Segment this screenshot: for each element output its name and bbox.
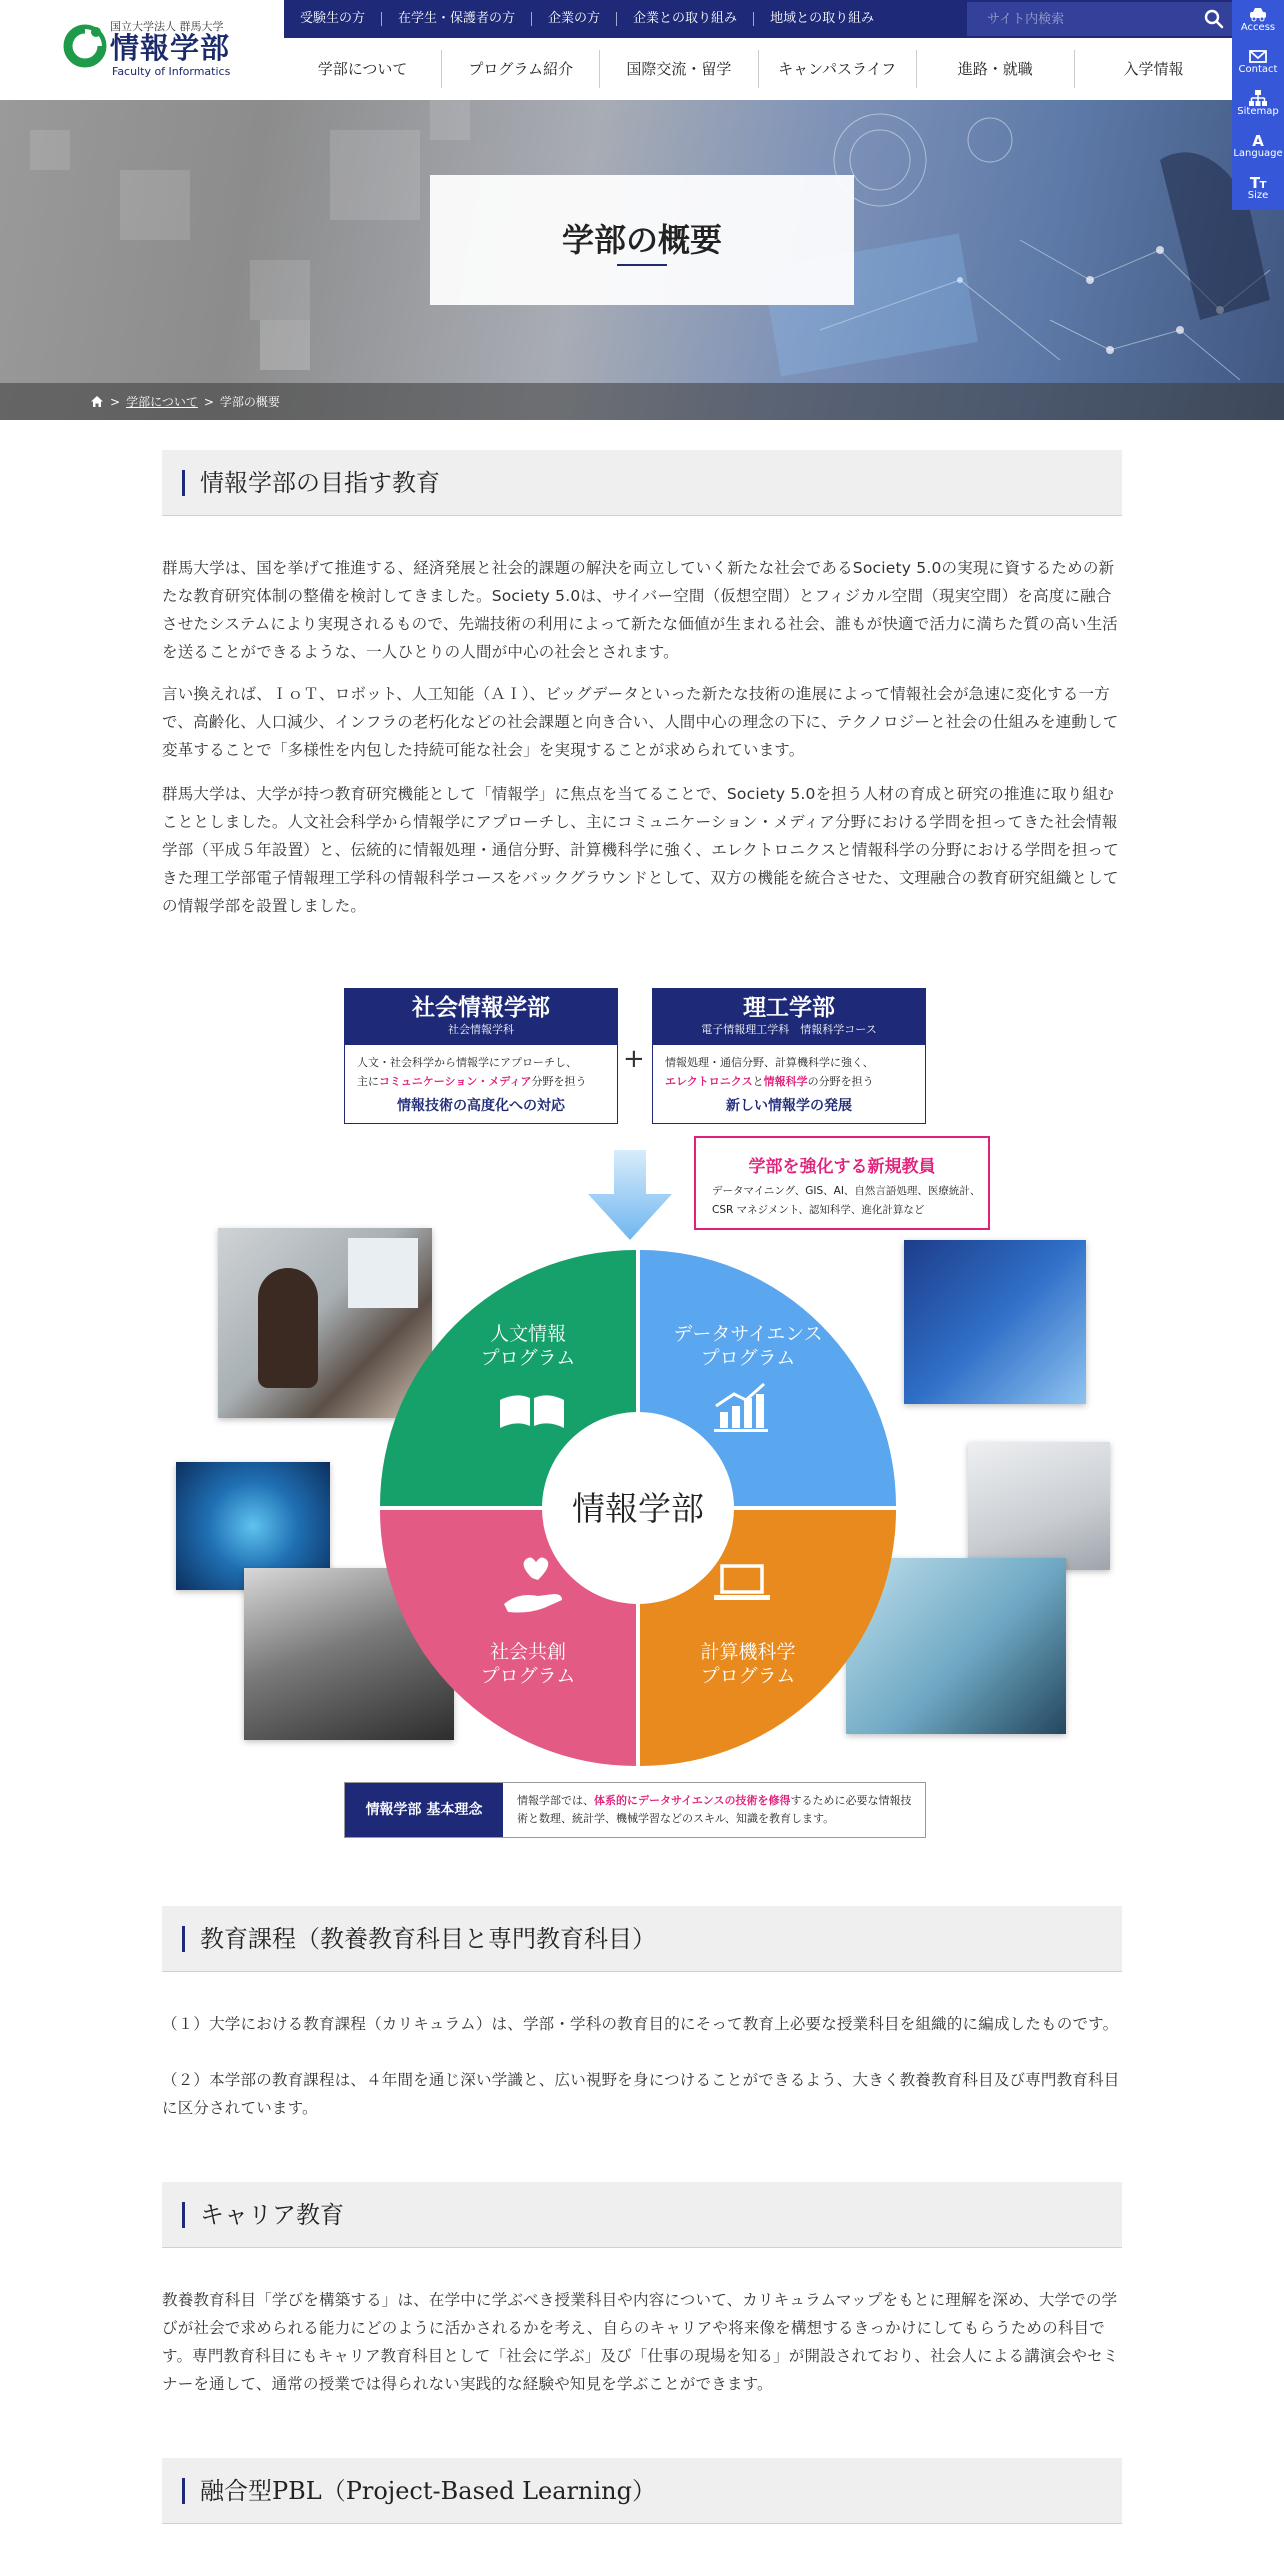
hero-decor xyxy=(260,320,310,370)
wheel-center-label: 情報学部 xyxy=(572,1489,704,1528)
car-icon xyxy=(1248,6,1268,22)
logo-english-name: Faculty of Informatics xyxy=(112,65,231,78)
program-label: データサイエンス xyxy=(673,1323,823,1345)
site-search xyxy=(967,2,1232,36)
photo-detail xyxy=(258,1268,318,1388)
sitemap-button[interactable] xyxy=(1232,84,1284,126)
link-community-collaboration[interactable]: 地域との取り組み xyxy=(753,12,890,26)
program-label: 人文情報 xyxy=(489,1323,566,1345)
paragraph: 教養教育科目「学びを構築する」は、在学中に学ぶべき授業科目や内容について、カリキュラムマップをもとに理解を深め、大学での学びが社会で求められる能力にどのように活かされるかを考え、自らのキャリアや将来像を構想するきっかけにしてもらうための科目です。専門教育科目にもキャリア教育科目として「社会に学ぶ」及び「仕事の現場を知る」が開設されており、社会人による講演会やセミナーを通して、通常の授業では得られない実践的な経験や知見を学ぶことができます。 xyxy=(162,2291,1119,2393)
former-dept-social-informatics xyxy=(344,988,618,1124)
nav-admissions[interactable]: 入学情報 xyxy=(1074,50,1232,88)
dept-sub: 電子情報理工学科 情報科学コース xyxy=(701,1023,877,1036)
plus-symbol: + xyxy=(623,1044,645,1074)
philosophy-label: 情報学部 基本理念 xyxy=(345,1783,503,1837)
breadcrumb-about-faculty[interactable]: 学部について xyxy=(126,395,198,409)
new-faculty-callout xyxy=(694,1136,990,1230)
side-toolbar xyxy=(1232,0,1284,210)
nav-campus-life[interactable]: キャンパスライフ xyxy=(758,50,916,88)
page-title: 学部の概要 xyxy=(561,221,722,259)
sitemap-icon xyxy=(1248,90,1268,106)
highlight: エレクトロニクス xyxy=(665,1075,753,1088)
logo-faculty-name: 情報学部 xyxy=(110,31,231,65)
paragraph: 言い換えれば、ＩｏＴ、ロボット、人工知能（ＡＩ）、ビッグデータといった新たな技術の進展によって情報社会が急速に変化する一方で、高齢化、人口減少、インフラの老朽化などの社会課題と向き合い、人間中心の理念の下に、テクノロジーと社会の仕組みを連動して変革することで「多様性を内包した持続可能な社会」を実現することが求められています。 xyxy=(162,685,1119,759)
text: 主に xyxy=(357,1075,379,1088)
dept-description xyxy=(665,1053,917,1091)
program-label: プログラム xyxy=(480,1347,576,1369)
hero-title-box xyxy=(430,175,854,305)
text-size-icon xyxy=(1248,174,1268,190)
dept-desc-line: 人文・社会科学から情報学にアプローチし、 xyxy=(357,1056,577,1069)
arrow-down-icon xyxy=(588,1150,672,1240)
site-header xyxy=(0,0,1284,100)
program-label: 計算機科学 xyxy=(700,1641,796,1663)
program-label: プログラム xyxy=(700,1347,796,1369)
dept-name: 理工学部 xyxy=(743,994,835,1021)
former-dept-science-engineering xyxy=(652,988,926,1124)
philosophy-text xyxy=(517,1792,917,1828)
basic-philosophy-box xyxy=(344,1782,926,1838)
hero-decor xyxy=(30,130,70,170)
search-icon[interactable] xyxy=(1202,7,1226,31)
svg-text:A: A xyxy=(1252,132,1264,148)
size-label: Size xyxy=(1247,190,1269,201)
text: 情報学部では、 xyxy=(517,1794,594,1807)
svg-text:T: T xyxy=(1259,180,1267,190)
hero-decor xyxy=(250,260,310,320)
faculty-structure-diagram xyxy=(160,978,1124,1848)
main-navigation xyxy=(284,50,1232,88)
paragraph: （２）本学部の教育課程は、４年間を通じ深い学識と、広い視野を身につけることができるよう、大きく教養教育科目及び専門教育科目に区分されています。 xyxy=(162,2071,1120,2117)
svg-text:T: T xyxy=(1249,174,1261,190)
program-social-co-creation[interactable] xyxy=(438,1640,618,1688)
utility-bar xyxy=(284,0,1232,38)
heading-accent-bar xyxy=(182,1926,185,1952)
dept-desc-line: 情報処理・通信分野、計算機科学に強く、 xyxy=(665,1056,874,1069)
breadcrumb xyxy=(0,383,1284,420)
breadcrumb-separator-icon: > xyxy=(110,394,121,409)
dept-desc-line xyxy=(357,1072,609,1091)
highlight: コミュニケーション・メディア xyxy=(379,1075,532,1088)
contact-button[interactable] xyxy=(1232,42,1284,84)
hero-decor xyxy=(330,130,420,220)
link-companies[interactable]: 企業の方 xyxy=(531,12,616,26)
dept-sub: 社会情報学科 xyxy=(448,1023,514,1036)
paragraph: （１）大学における教育課程（カリキュラム）は、学部・学科の教育目的にそって教育上必要な授業科目を組織的に編成したものです。 xyxy=(162,2015,1119,2033)
language-button[interactable] xyxy=(1232,126,1284,168)
link-industry-collaboration[interactable]: 企業との取り組み xyxy=(616,12,753,26)
access-label: Access xyxy=(1240,22,1276,33)
callout-line: CSR マネジメント、認知科学、進化計算など xyxy=(712,1204,925,1216)
title-underline xyxy=(617,264,667,266)
callout-title: 学部を強化する新規教員 xyxy=(748,1157,936,1177)
text: するために必要な情報技術と数理、統計学、機械学習などのスキル、知識を教育します。 xyxy=(517,1794,912,1825)
highlight: 情報科学 xyxy=(763,1075,808,1088)
dept-desc-line xyxy=(665,1072,917,1091)
text: と xyxy=(752,1075,764,1088)
language-icon xyxy=(1248,132,1268,148)
program-label: 社会共創 xyxy=(489,1641,566,1663)
paragraph: 群馬大学は、大学が持つ教育研究機能として「情報学」に焦点を当てることで、Society 5.0を担う人材の育成と研究の推進に取り組むこととしました。人文社会科学から情報学にアプローチし、主にコミュニケーション・メディア分野における学問を担ってきた社会情報学部（平成５年設置）と、伝統的に情報処理・通信分野、計算機科学に強く、エレクトロニクスと情報科学の分野における学問を担ってきた理工学部電子情報理工学科の情報科学コースをバックグラウンドとして、双方の機能を統合させた、文理融合の教育研究組織としての情報学部を設置しました。 xyxy=(162,785,1119,915)
site-logo[interactable] xyxy=(62,14,232,76)
dept-focus: 情報技術の高度化への対応 xyxy=(397,1098,565,1114)
search-input[interactable] xyxy=(967,2,1189,36)
link-prospective-students[interactable]: 受験生の方 xyxy=(300,11,366,26)
access-button[interactable] xyxy=(1232,0,1284,42)
language-label: Language xyxy=(1233,148,1283,159)
nav-programs[interactable]: プログラム紹介 xyxy=(441,50,599,88)
photo-digital-keyboard xyxy=(904,1240,1086,1404)
mail-icon xyxy=(1248,48,1268,64)
breadcrumb-separator-icon: > xyxy=(203,394,214,409)
highlight: 体系的にデータサイエンスの技術を修得 xyxy=(594,1794,791,1807)
program-label: プログラム xyxy=(480,1665,576,1687)
callout-body xyxy=(712,1182,982,1220)
logo-university-name: 国立大学法人 群馬大学 xyxy=(110,20,224,33)
logo-mark-icon xyxy=(62,22,108,68)
text: の分野を担う xyxy=(807,1075,874,1088)
callout-line: データマイニング、GIS、AI、自然言語処理、医療統計、 xyxy=(712,1185,981,1197)
text: 分野を担う xyxy=(531,1075,587,1088)
dept-name: 社会情報学部 xyxy=(412,994,550,1021)
program-data-science[interactable] xyxy=(648,1322,848,1370)
heading-accent-bar xyxy=(182,2202,185,2228)
section-title: 教育課程（教養教育科目と専門教育科目） xyxy=(200,1925,656,1953)
dept-focus: 新しい情報学の発展 xyxy=(726,1098,852,1114)
section-heading-education-goals xyxy=(162,450,1122,516)
hero-decor xyxy=(120,170,190,240)
program-computer-science[interactable] xyxy=(658,1640,838,1688)
section-heading-curriculum xyxy=(162,1906,1122,1972)
nav-about-faculty[interactable]: 学部について xyxy=(317,60,408,78)
breadcrumb-current: 学部の概要 xyxy=(219,395,280,409)
wheel-labels xyxy=(378,1248,898,1768)
sitemap-label: Sitemap xyxy=(1237,106,1279,117)
link-current-students-parents[interactable]: 在学生・保護者の方 xyxy=(381,12,531,26)
heading-accent-bar xyxy=(182,2478,185,2504)
section-title: 融合型PBL（Project-Based Learning） xyxy=(200,2477,656,2505)
hero-decor xyxy=(430,100,470,140)
program-humanities[interactable] xyxy=(438,1322,618,1370)
audience-links xyxy=(284,0,890,38)
program-label: プログラム xyxy=(700,1665,796,1687)
section-heading-career-education xyxy=(162,2182,1122,2248)
photo-laptop xyxy=(968,1442,1110,1570)
dept-description xyxy=(357,1053,609,1091)
home-icon[interactable] xyxy=(90,395,104,408)
heading-accent-bar xyxy=(182,470,185,496)
nav-international[interactable]: 国際交流・留学 xyxy=(599,50,757,88)
section-heading-pbl xyxy=(162,2458,1122,2524)
hero-banner xyxy=(0,100,1284,420)
paragraph: 群馬大学は、国を挙げて推進する、経済発展と社会的課題の解決を両立していく新たな社会であるSociety 5.0の実現に資するための新たな教育研究体制の整備を検討してきました。Society 5.0は、サイバー空間（仮想空間）とフィジカル空間（現実空間）を高度に融合させたシステムにより実現されるもので、先端技術の利用によって新たな価値が生まれる社会、誰もが快適で活力に満ちた質の高い生活を送ることができるような、一人ひとりの人間が中心の社会とされます。 xyxy=(162,559,1118,661)
text-size-button[interactable] xyxy=(1232,168,1284,210)
section-title: キャリア教育 xyxy=(200,2201,344,2229)
nav-career[interactable]: 進路・就職 xyxy=(916,50,1074,88)
section-title: 情報学部の目指す教育 xyxy=(200,469,440,497)
contact-label: Contact xyxy=(1238,64,1278,75)
